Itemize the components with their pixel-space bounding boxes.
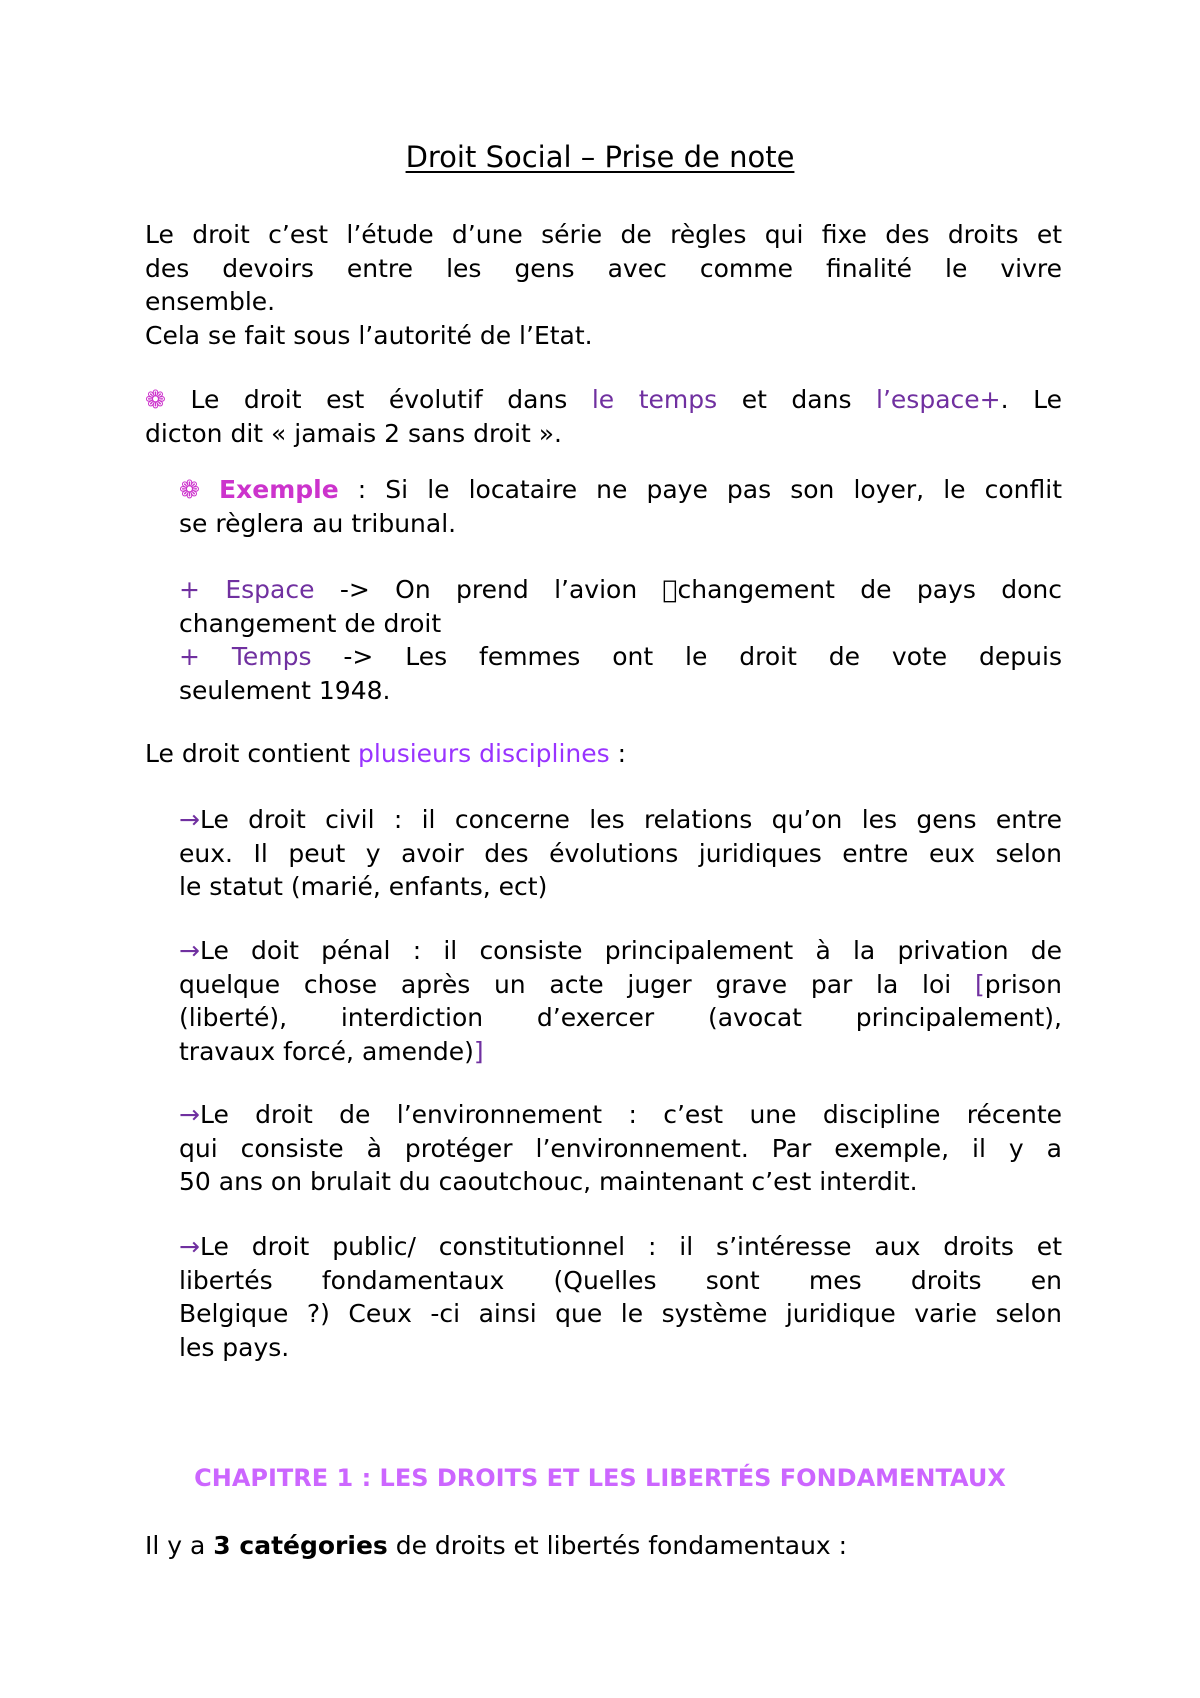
arrow-right-icon: → <box>179 936 200 965</box>
space-highlight: l’espace <box>876 385 980 414</box>
disciplines-tail: : <box>617 739 627 768</box>
intro-paragraph <box>145 218 1062 352</box>
space-line <box>179 573 1062 607</box>
page-title: Droit Social – Prise de note <box>405 140 795 174</box>
categories-text: de droits et libertés fondamentaux : <box>395 1531 848 1560</box>
disciplines-text: Le droit contient <box>145 739 351 768</box>
plus-icon: + <box>179 575 200 604</box>
discipline-line: qui consiste à protéger l’environnement. Par exemple, il y a <box>179 1133 1062 1163</box>
discipline-line <box>179 1230 1062 1264</box>
example-line: se règlera au tribunal. <box>179 508 457 538</box>
evolution-paragraph <box>145 383 1062 450</box>
discipline-line: Belgique ?) Ceux -ci ainsi que le système juridique varie selon <box>179 1299 1062 1328</box>
discipline-environment <box>179 1098 1062 1199</box>
plus-icon: + <box>979 385 1001 414</box>
categories-bold: 3 catégories <box>213 1531 388 1560</box>
evolution-text: et dans <box>741 385 852 414</box>
time-line: seulement 1948. <box>179 675 391 705</box>
discipline-line <box>179 968 1062 1002</box>
evolution-line: dicton dit « jamais 2 sans droit ». <box>145 418 562 448</box>
categories-text: Il y a <box>145 1531 206 1560</box>
categories-paragraph <box>145 1529 1062 1563</box>
discipline-line <box>179 803 1062 837</box>
time-text: -> Les femmes ont le droit de vote depuis <box>343 642 1062 671</box>
discipline-text: Le droit civil : il concerne les relations qu’on les gens entre <box>199 805 1062 834</box>
flower-bullet-icon: ❁ <box>145 385 166 414</box>
discipline-text: quelque chose après un acte juger grave par la loi <box>179 969 975 999</box>
discipline-line: le statut (marié, enfants, ect) <box>179 872 548 901</box>
arrow-right-icon: → <box>179 805 200 834</box>
space-time-list <box>179 573 1062 707</box>
discipline-line: les pays. <box>179 1332 290 1362</box>
plus-icon: + <box>179 642 200 671</box>
time-label: Temps <box>231 642 312 671</box>
discipline-line: 50 ans on brulait du caoutchouc, maintenant c’est interdit. <box>179 1167 918 1196</box>
discipline-public <box>179 1230 1062 1364</box>
discipline-text: Le doit pénal : il consiste principalement à la privation de <box>199 936 1062 965</box>
discipline-text: travaux forcé, amende) <box>179 1036 474 1066</box>
discipline-text: prison <box>984 969 1062 999</box>
discipline-civil <box>179 803 1062 904</box>
discipline-text: Le droit public/ constitutionnel : il s’intéresse aux droits et <box>199 1232 1062 1261</box>
example-line <box>179 473 1062 507</box>
discipline-line: libertés fondamentaux (Quelles sont mes droits en <box>179 1265 1062 1295</box>
bracket-close: ] <box>473 1036 484 1066</box>
discipline-text: Le droit de l’environnement : c’est une discipline récente <box>199 1100 1062 1129</box>
intro-line: ensemble. <box>145 287 276 316</box>
evolution-text: . Le <box>1000 385 1062 414</box>
intro-line: Cela se fait sous l’autorité de l’Etat. <box>145 320 593 350</box>
flower-bullet-icon: ❁ <box>179 475 200 504</box>
example-label: Exemple <box>219 475 339 504</box>
evolution-text: Le droit est évolutif dans <box>190 385 568 414</box>
time-highlight: le temps <box>591 385 718 414</box>
arrow-right-icon: → <box>179 1100 200 1129</box>
discipline-line <box>179 1098 1062 1132</box>
evolution-line <box>145 383 1062 417</box>
space-label: Espace <box>225 575 315 604</box>
discipline-line <box>179 934 1062 968</box>
arrow-right-icon: → <box>179 1232 200 1261</box>
space-line: changement de droit <box>179 608 442 638</box>
discipline-line: (liberté), interdiction d’exercer (avocat principalement), <box>179 1003 1062 1032</box>
intro-line: des devoirs entre les gens avec comme finalité le vivre <box>145 253 1062 283</box>
discipline-line <box>179 1035 1062 1069</box>
discipline-penal <box>179 934 1062 1068</box>
example-text: : Si le locataire ne paye pas son loyer, le conflit <box>357 475 1062 504</box>
disciplines-highlight: plusieurs disciplines <box>358 739 610 768</box>
space-text: -> On prend l’avion  changement de pays donc <box>339 575 1062 604</box>
intro-line: Le droit c’est l’étude d’une série de règles qui fixe des droits et <box>145 220 1062 249</box>
chapter-heading: CHAPITRE 1 : LES DROITS ET LES LIBERTÉS FONDAMENTAUX <box>194 1464 1006 1492</box>
example-paragraph <box>179 473 1062 540</box>
time-line <box>179 640 1062 674</box>
bracket-open: [ <box>974 969 985 999</box>
disciplines-intro <box>145 737 1062 771</box>
discipline-line: eux. Il peut y avoir des évolutions juridiques entre eux selon <box>179 838 1062 868</box>
